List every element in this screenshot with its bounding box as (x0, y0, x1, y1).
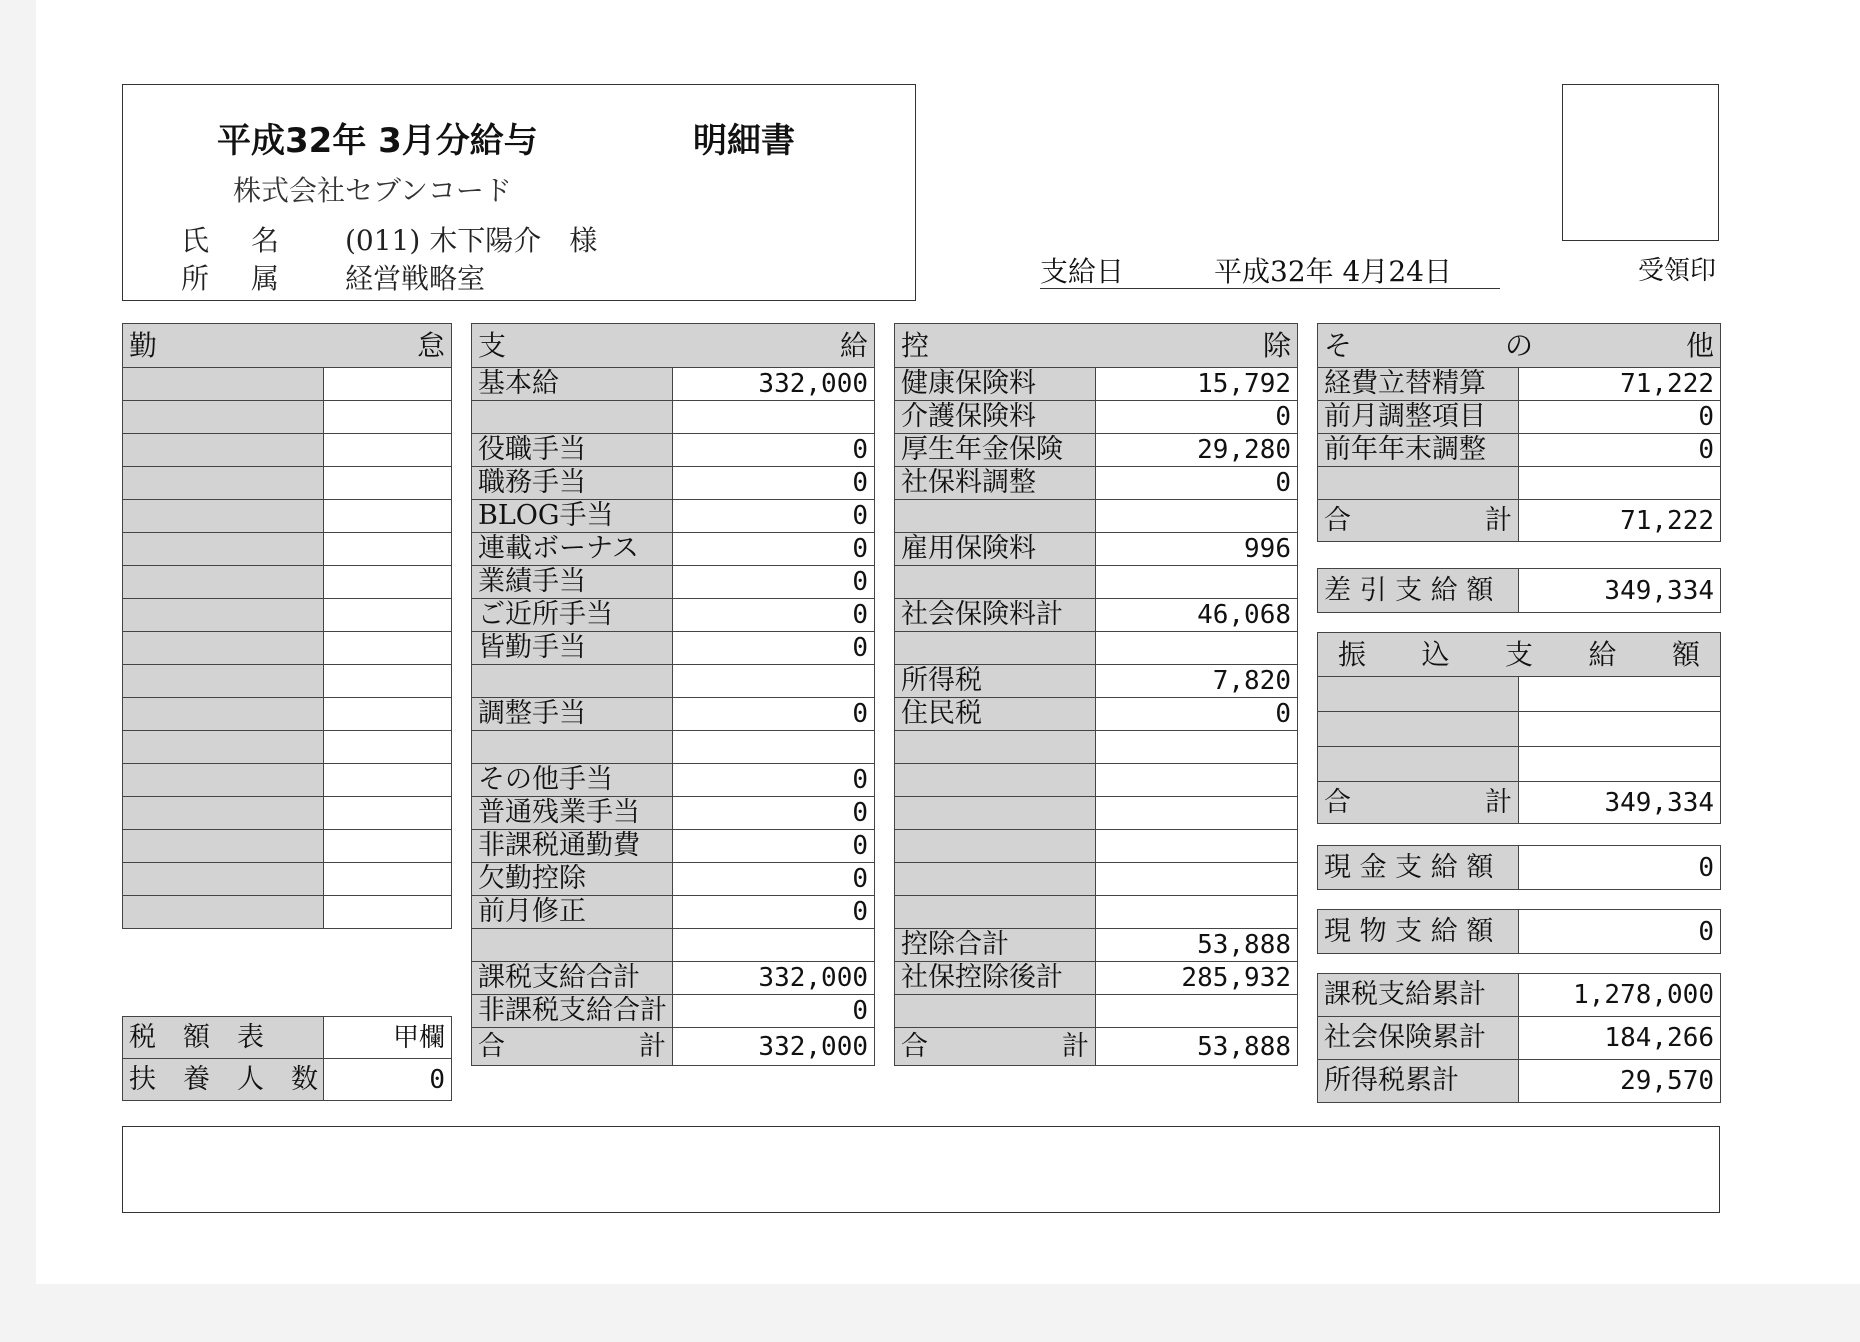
deduction-row (895, 434, 1298, 467)
row-value: 46,068 (1096, 599, 1298, 632)
cumulative-row (1318, 974, 1721, 1017)
row-value: 0 (1096, 698, 1298, 731)
payment-row (472, 929, 875, 962)
row-label: 社会保険料計 (895, 599, 1096, 632)
row-label (123, 401, 324, 434)
row-value: 29,570 (1519, 1060, 1721, 1103)
row-value: 0 (1519, 434, 1721, 467)
deduction-row (895, 863, 1298, 896)
attendance-row (123, 533, 452, 566)
row-value (1096, 830, 1298, 863)
attendance-row (123, 467, 452, 500)
row-value (324, 533, 452, 566)
deduction-row (895, 368, 1298, 401)
row-value: 332,000 (673, 368, 875, 401)
row-value (324, 797, 452, 830)
payment-row (472, 995, 875, 1028)
payment-row (472, 764, 875, 797)
row-value (324, 698, 452, 731)
row-label (123, 368, 324, 401)
pay-date-label: 支給日 (1040, 255, 1125, 288)
row-value (324, 665, 452, 698)
row-label (895, 632, 1096, 665)
row-label: 皆勤手当 (472, 632, 673, 665)
deduction-row (895, 962, 1298, 995)
row-label (123, 500, 324, 533)
deduction-row (895, 764, 1298, 797)
deduction-row (895, 467, 1298, 500)
payment-row (472, 566, 875, 599)
net-pay-table (1317, 568, 1721, 613)
row-label: 役職手当 (472, 434, 673, 467)
row-value (1096, 896, 1298, 929)
other-total-row (1318, 500, 1721, 542)
row-value (324, 401, 452, 434)
row-label: 職務手当 (472, 467, 673, 500)
row-label (1318, 712, 1519, 747)
row-value (1096, 632, 1298, 665)
row-label (123, 566, 324, 599)
attendance-header: 勤 怠 (123, 324, 452, 368)
deduction-row (895, 995, 1298, 1028)
other-table (1317, 323, 1721, 542)
row-label: 前年年末調整 (1318, 434, 1519, 467)
deduction-row (895, 566, 1298, 599)
row-label (472, 731, 673, 764)
kind-pay-label: 現 物 支 給 額 (1318, 910, 1519, 954)
name-label-1: 氏 (181, 224, 210, 257)
row-value (324, 566, 452, 599)
row-value (673, 665, 875, 698)
deductions-header: 控 除 (895, 324, 1298, 368)
pay-date-underline (1040, 288, 1500, 289)
row-label: 普通残業手当 (472, 797, 673, 830)
row-value (1096, 764, 1298, 797)
deduction-row (895, 896, 1298, 929)
tax-info-table (122, 1016, 452, 1101)
attendance-row (123, 797, 452, 830)
row-value: 0 (1519, 401, 1721, 434)
row-value (324, 632, 452, 665)
transfer-row (1318, 677, 1721, 712)
deduction-row (895, 698, 1298, 731)
row-value: 15,792 (1096, 368, 1298, 401)
deduction-row (895, 731, 1298, 764)
row-label: 課税支給合計 (472, 962, 673, 995)
row-value (1096, 500, 1298, 533)
row-value: 332,000 (673, 962, 875, 995)
cash-pay-table (1317, 845, 1721, 890)
name-label-2: 名 (251, 224, 280, 257)
row-label (123, 632, 324, 665)
payments-header: 支 給 (472, 324, 875, 368)
attendance-table (122, 323, 452, 929)
row-label: 連載ボーナス (472, 533, 673, 566)
transfer-header: 振 込 支 給 額 (1318, 633, 1721, 677)
row-value (324, 599, 452, 632)
payment-row (472, 632, 875, 665)
row-value: 0 (673, 863, 875, 896)
row-label: 社保控除後計 (895, 962, 1096, 995)
payments-table (471, 323, 875, 1066)
other-row (1318, 467, 1721, 500)
dept-label-2: 属 (251, 262, 280, 295)
row-value: 0 (673, 566, 875, 599)
kind-pay-value: 0 (1519, 910, 1721, 954)
row-value (673, 401, 875, 434)
attendance-row (123, 731, 452, 764)
row-label (123, 896, 324, 929)
payments-total-row (472, 1028, 875, 1066)
row-value: 53,888 (1096, 1028, 1298, 1066)
row-label: 合 計 (472, 1028, 673, 1066)
row-label (895, 896, 1096, 929)
cumulative-row (1318, 1017, 1721, 1060)
deduction-row (895, 632, 1298, 665)
row-value: 285,932 (1096, 962, 1298, 995)
row-value (324, 830, 452, 863)
cumulative-row (1318, 1060, 1721, 1103)
row-label (895, 566, 1096, 599)
row-value: 71,222 (1519, 368, 1721, 401)
row-value: 332,000 (673, 1028, 875, 1066)
row-label: 住民税 (895, 698, 1096, 731)
deduction-row (895, 830, 1298, 863)
payment-row (472, 962, 875, 995)
row-value: 7,820 (1096, 665, 1298, 698)
row-value: 0 (673, 599, 875, 632)
attendance-row (123, 830, 452, 863)
net-pay-label: 差 引 支 給 額 (1318, 569, 1519, 613)
row-label (123, 797, 324, 830)
tax-table-value: 甲欄 (324, 1017, 452, 1059)
deduction-row (895, 500, 1298, 533)
payment-row (472, 434, 875, 467)
payment-row (472, 401, 875, 434)
cash-pay-value: 0 (1519, 846, 1721, 890)
deduction-row (895, 797, 1298, 830)
remarks-box (122, 1126, 1720, 1213)
row-label (895, 764, 1096, 797)
row-label (123, 830, 324, 863)
row-label: 非課税支給合計 (472, 995, 673, 1028)
row-label: その他手当 (472, 764, 673, 797)
row-value (324, 368, 452, 401)
row-label: 合 計 (895, 1028, 1096, 1066)
cumulative-table (1317, 973, 1721, 1103)
payment-row (472, 896, 875, 929)
tax-table-label: 税 額 表 (123, 1017, 324, 1059)
row-value (1519, 712, 1721, 747)
row-label (895, 863, 1096, 896)
other-header: そ の 他 (1318, 324, 1721, 368)
attendance-row (123, 764, 452, 797)
row-value: 71,222 (1519, 500, 1721, 542)
row-value (1519, 677, 1721, 712)
other-row (1318, 401, 1721, 434)
deduction-row (895, 533, 1298, 566)
row-value: 53,888 (1096, 929, 1298, 962)
row-label: 前月調整項目 (1318, 401, 1519, 434)
row-label (895, 731, 1096, 764)
attendance-row (123, 368, 452, 401)
row-label: 社会保険累計 (1318, 1017, 1519, 1060)
row-value (324, 500, 452, 533)
row-value (324, 863, 452, 896)
row-value: 0 (1096, 401, 1298, 434)
dept-label-1: 所 (181, 262, 210, 295)
net-pay-value: 349,334 (1519, 569, 1721, 613)
row-value: 0 (673, 434, 875, 467)
transfer-row (1318, 747, 1721, 782)
row-value: 0 (673, 797, 875, 830)
dependents-value: 0 (324, 1059, 452, 1101)
payment-row (472, 731, 875, 764)
attendance-row (123, 566, 452, 599)
payment-row (472, 500, 875, 533)
row-value (1519, 467, 1721, 500)
attendance-row (123, 434, 452, 467)
row-label (123, 665, 324, 698)
payment-row (472, 368, 875, 401)
row-label: 課税支給累計 (1318, 974, 1519, 1017)
attendance-row (123, 863, 452, 896)
attendance-row (123, 698, 452, 731)
row-value: 0 (673, 995, 875, 1028)
pay-date: 平成32年 4月24日 (1214, 255, 1452, 288)
transfer-row (1318, 712, 1721, 747)
row-label: 所得税 (895, 665, 1096, 698)
deduction-row (895, 401, 1298, 434)
row-value: 0 (673, 467, 875, 500)
deductions-total-row (895, 1028, 1298, 1066)
row-value (324, 764, 452, 797)
row-value: 0 (673, 896, 875, 929)
receipt-stamp-label: 受領印 (1638, 256, 1717, 286)
row-label: 非課税通勤費 (472, 830, 673, 863)
row-label: 厚生年金保険 (895, 434, 1096, 467)
row-value: 0 (673, 830, 875, 863)
payslip-title-suffix: 明細書 (693, 121, 795, 161)
row-label (472, 401, 673, 434)
payment-row (472, 863, 875, 896)
payment-row (472, 533, 875, 566)
row-label (123, 698, 324, 731)
row-value: 996 (1096, 533, 1298, 566)
payment-row (472, 665, 875, 698)
row-value (324, 731, 452, 764)
row-value: 29,280 (1096, 434, 1298, 467)
row-value: 0 (673, 764, 875, 797)
row-value: 1,278,000 (1519, 974, 1721, 1017)
row-value (1096, 797, 1298, 830)
row-value (1096, 566, 1298, 599)
employee-name: (011) 木下陽介 様 (345, 224, 598, 257)
row-label: BLOG手当 (472, 500, 673, 533)
attendance-row (123, 599, 452, 632)
company-name: 株式会社セブンコード (233, 174, 512, 207)
row-label: 介護保険料 (895, 401, 1096, 434)
row-label: 基本給 (472, 368, 673, 401)
row-label: 健康保険料 (895, 368, 1096, 401)
row-label (123, 533, 324, 566)
other-row (1318, 368, 1721, 401)
row-label: 控除合計 (895, 929, 1096, 962)
payslip-title: 平成32年 3月分給与 (217, 121, 538, 161)
row-label (123, 434, 324, 467)
attendance-row (123, 665, 452, 698)
row-value: 0 (673, 500, 875, 533)
transfer-total-row (1318, 782, 1721, 824)
row-value: 0 (1096, 467, 1298, 500)
row-label: 社保料調整 (895, 467, 1096, 500)
row-value (673, 929, 875, 962)
row-label: 業績手当 (472, 566, 673, 599)
row-value: 0 (673, 632, 875, 665)
department: 経営戦略室 (345, 262, 486, 295)
kind-pay-table (1317, 909, 1721, 954)
row-label (895, 830, 1096, 863)
row-label: 合 計 (1318, 782, 1519, 824)
row-value: 349,334 (1519, 782, 1721, 824)
row-label (472, 665, 673, 698)
transfer-table (1317, 632, 1721, 824)
row-label (895, 500, 1096, 533)
row-value (673, 731, 875, 764)
attendance-row (123, 896, 452, 929)
payment-row (472, 797, 875, 830)
row-value: 0 (673, 533, 875, 566)
deduction-row (895, 665, 1298, 698)
payment-row (472, 467, 875, 500)
row-label: 合 計 (1318, 500, 1519, 542)
row-label (123, 764, 324, 797)
cash-pay-label: 現 金 支 給 額 (1318, 846, 1519, 890)
payment-row (472, 599, 875, 632)
row-label (472, 929, 673, 962)
row-value: 0 (673, 698, 875, 731)
row-label (895, 797, 1096, 830)
row-label (895, 995, 1096, 1028)
attendance-row (123, 401, 452, 434)
attendance-row (123, 632, 452, 665)
header-box (122, 84, 916, 301)
row-value (324, 467, 452, 500)
row-label (1318, 677, 1519, 712)
row-value (1096, 995, 1298, 1028)
row-label (123, 863, 324, 896)
row-value (1096, 863, 1298, 896)
deduction-row (895, 599, 1298, 632)
row-label: 調整手当 (472, 698, 673, 731)
row-label: 所得税累計 (1318, 1060, 1519, 1103)
deduction-row (895, 929, 1298, 962)
dependents-label: 扶 養 人 数 (123, 1059, 324, 1101)
row-label (1318, 467, 1519, 500)
other-row (1318, 434, 1721, 467)
row-value (1519, 747, 1721, 782)
row-value (324, 434, 452, 467)
payment-row (472, 830, 875, 863)
row-label (123, 731, 324, 764)
row-value (1096, 731, 1298, 764)
row-label: 雇用保険料 (895, 533, 1096, 566)
payment-row (472, 698, 875, 731)
row-value: 184,266 (1519, 1017, 1721, 1060)
row-label (1318, 747, 1519, 782)
row-label: 前月修正 (472, 896, 673, 929)
row-label (123, 599, 324, 632)
receipt-stamp-box (1562, 84, 1719, 241)
deductions-table (894, 323, 1298, 1066)
row-label: 欠勤控除 (472, 863, 673, 896)
row-label: 経費立替精算 (1318, 368, 1519, 401)
row-label: ご近所手当 (472, 599, 673, 632)
row-value (324, 896, 452, 929)
row-label (123, 467, 324, 500)
attendance-row (123, 500, 452, 533)
